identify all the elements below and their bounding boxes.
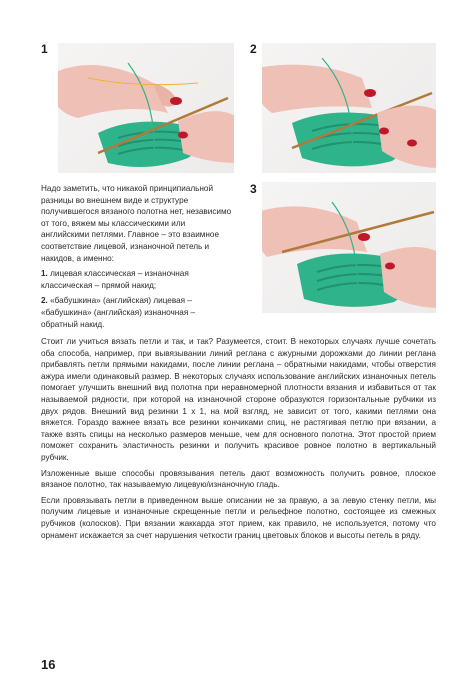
knitting-photo-2	[262, 43, 436, 173]
photo-number-3: 3	[250, 182, 257, 196]
list-marker-1: 1.	[41, 269, 48, 279]
body-paragraph-2: Изложенные выше способы провязывания петель дают возможность получить ровное, плоское вязаное полотно, так называемую лицевую/изнаночную гладь.	[41, 468, 436, 490]
side-list-item-1	[41, 268, 234, 291]
side-column	[41, 183, 234, 330]
body-paragraph-1: Стоит ли учиться вязать петли и так, и так? Разумеется, стоит. В некоторых случаях лучше сочетать оба способа, например, при вывязывании линий реглана с ажурными дорожками до линии реглана прибавлять петли прямыми накидами, после линии реглана – обратными накидами, чтобы отверстия ажура имели одинаковый размер. В некоторых случаях использование английских изнаночных петель помогает улучшить внешний вид полотна при неравномерной плотности вязания и избавиться от так называемой рядности, при которой на изнаночной стороне образуются горизонтальные рубчики из двух рядов. Внешний вид резинки 1 х 1, на мой взгляд, не зависит от того, какими петлями она вяжется. Гораздо важнее вязать все резинки кончиками спиц, не растягивая петлю при вязании, а также взять спицы на несколько размеров меньше, чем для основного полотна. Этот простой прием поможет сохранить эластичность резинки и получить красивое ровное полотно в вертикальный рубчик.	[41, 337, 436, 462]
knitting-hands-illustration-1	[58, 43, 234, 173]
photo-number-1: 1	[41, 42, 48, 56]
side-intro: Надо заметить, что никакой принципиальной разницы во внешнем виде и структуре получившегося вязаного полотна нет, независимо от того, вяжем мы классическими или английскими петлями. Главное – это взаимное соответствие лицевой, изнаночной петель и накидов, а именно:	[41, 184, 232, 263]
side-list-item-2	[41, 295, 234, 330]
page-number: 16	[41, 657, 56, 672]
knitting-hands-illustration-2	[262, 43, 436, 173]
knitting-photo-3	[262, 182, 436, 313]
list-text-1: лицевая классическая – изнаночная классическая – прямой накид;	[41, 269, 189, 290]
main-body-text	[41, 336, 436, 545]
knitting-hands-illustration-3	[262, 182, 436, 313]
list-marker-2: 2.	[41, 296, 48, 306]
body-paragraph-3: Если провязывать петли в приведенном выше описании не за правую, а за левую стенку петли, мы получим лицевые и изнаночные скрещенные петли и рельефное полотно, состоящее из смежных рубчиков (колосков). При вязании жаккарда этот прием, как правило, не используется, потому что орнамент искажается за счет нарушения четкости границ цветовых блоков и высоты петель в ряду.	[41, 495, 436, 540]
photo-number-2: 2	[250, 42, 257, 56]
list-text-2: «бабушкина» (английская) лицевая – «бабушкина» (английская) изнаночная – обратный накид.	[41, 296, 196, 329]
knitting-photo-1	[58, 43, 234, 173]
